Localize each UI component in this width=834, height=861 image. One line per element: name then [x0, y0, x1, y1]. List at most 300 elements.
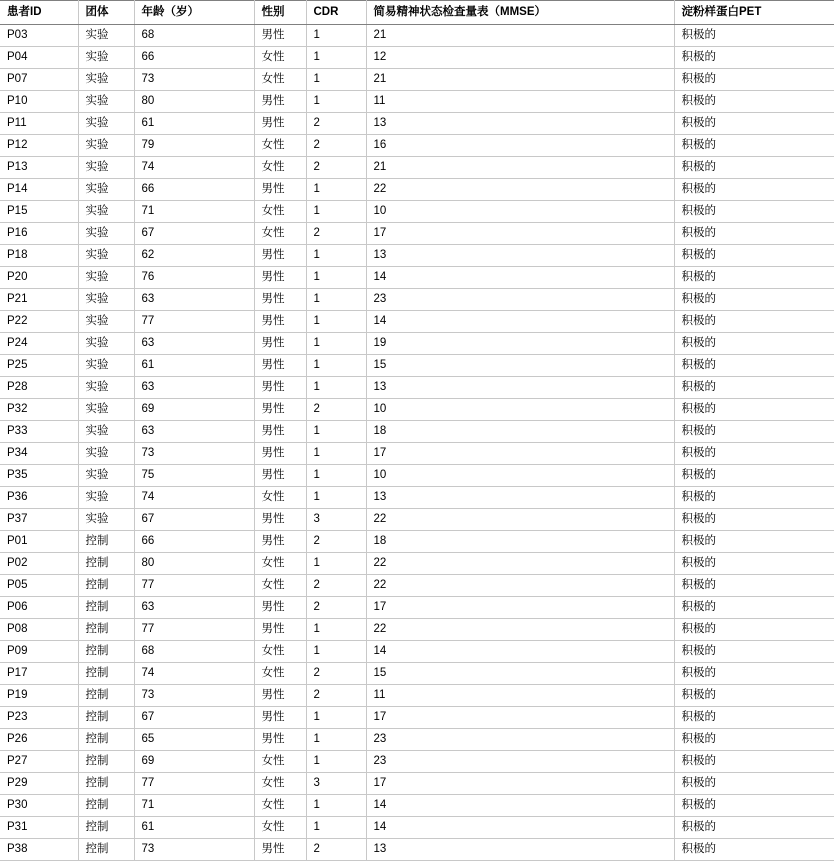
table-cell: 2 [306, 685, 366, 707]
table-cell: 11 [366, 91, 674, 113]
table-cell: 13 [366, 113, 674, 135]
table-cell: 男性 [254, 25, 306, 47]
table-row [0, 311, 834, 333]
table-row [0, 685, 834, 707]
table-cell: 71 [134, 201, 254, 223]
table-cell: 1 [306, 47, 366, 69]
table-cell: 积极的 [674, 25, 834, 47]
table-cell: 积极的 [674, 751, 834, 773]
table-cell: 23 [366, 751, 674, 773]
table-cell: 15 [366, 663, 674, 685]
table-cell: P28 [0, 377, 78, 399]
table-cell: 控制 [78, 663, 134, 685]
table-cell: P23 [0, 707, 78, 729]
table-cell: 14 [366, 641, 674, 663]
table-cell: P32 [0, 399, 78, 421]
table-cell: P37 [0, 509, 78, 531]
table-cell: 11 [366, 685, 674, 707]
table-cell: 积极的 [674, 223, 834, 245]
table-cell: 73 [134, 685, 254, 707]
table-cell: 65 [134, 729, 254, 751]
table-cell: 实验 [78, 289, 134, 311]
table-cell: 积极的 [674, 333, 834, 355]
table-cell: 积极的 [674, 179, 834, 201]
table-row [0, 377, 834, 399]
table-cell: 17 [366, 773, 674, 795]
table-cell: 实验 [78, 69, 134, 91]
table-cell: 1 [306, 355, 366, 377]
table-cell: P29 [0, 773, 78, 795]
table-cell: 积极的 [674, 707, 834, 729]
table-cell: 2 [306, 839, 366, 861]
table-cell: 23 [366, 289, 674, 311]
table-cell: 21 [366, 157, 674, 179]
table-cell: 女性 [254, 553, 306, 575]
table-cell: 80 [134, 553, 254, 575]
table-cell: 女性 [254, 47, 306, 69]
table-cell: 21 [366, 69, 674, 91]
table-cell: 13 [366, 839, 674, 861]
table-cell: 实验 [78, 377, 134, 399]
table-cell: 61 [134, 113, 254, 135]
table-cell: P18 [0, 245, 78, 267]
table-cell: 63 [134, 377, 254, 399]
table-cell: P02 [0, 553, 78, 575]
table-cell: 女性 [254, 135, 306, 157]
table-cell: 男性 [254, 245, 306, 267]
table-cell: 22 [366, 509, 674, 531]
table-cell: 68 [134, 641, 254, 663]
table-cell: 积极的 [674, 509, 834, 531]
table-cell: 61 [134, 817, 254, 839]
table-cell: P34 [0, 443, 78, 465]
table-cell: 实验 [78, 399, 134, 421]
table-cell: P05 [0, 575, 78, 597]
table-cell: 积极的 [674, 575, 834, 597]
table-cell: 积极的 [674, 377, 834, 399]
column-header-3: 性别 [254, 1, 306, 25]
table-cell: 实验 [78, 25, 134, 47]
table-row [0, 355, 834, 377]
table-cell: 15 [366, 355, 674, 377]
table-cell: P09 [0, 641, 78, 663]
table-cell: 男性 [254, 443, 306, 465]
table-cell: 76 [134, 267, 254, 289]
table-row [0, 25, 834, 47]
table-cell: 73 [134, 443, 254, 465]
table-cell: P16 [0, 223, 78, 245]
table-cell: P31 [0, 817, 78, 839]
table-cell: 积极的 [674, 553, 834, 575]
table-cell: P30 [0, 795, 78, 817]
table-cell: 63 [134, 421, 254, 443]
table-cell: 积极的 [674, 641, 834, 663]
table-cell: 男性 [254, 531, 306, 553]
table-cell: 男性 [254, 289, 306, 311]
table-cell: 积极的 [674, 795, 834, 817]
table-cell: 控制 [78, 531, 134, 553]
table-row [0, 201, 834, 223]
table-cell: 积极的 [674, 531, 834, 553]
table-cell: 1 [306, 333, 366, 355]
table-cell: P35 [0, 465, 78, 487]
table-cell: 积极的 [674, 245, 834, 267]
table-cell: 实验 [78, 135, 134, 157]
column-header-0: 患者ID [0, 1, 78, 25]
table-cell: 80 [134, 91, 254, 113]
table-cell: P11 [0, 113, 78, 135]
table-body [0, 25, 834, 861]
table-cell: 实验 [78, 245, 134, 267]
table-row [0, 69, 834, 91]
table-cell: 10 [366, 201, 674, 223]
table-cell: P19 [0, 685, 78, 707]
column-header-6: 淀粉样蛋白PET [674, 1, 834, 25]
table-cell: 积极的 [674, 47, 834, 69]
table-cell: P07 [0, 69, 78, 91]
table-cell: 3 [306, 509, 366, 531]
table-cell: 2 [306, 597, 366, 619]
table-cell: 女性 [254, 641, 306, 663]
table-row [0, 223, 834, 245]
table-cell: 控制 [78, 773, 134, 795]
table-cell: 积极的 [674, 773, 834, 795]
table-cell: 控制 [78, 553, 134, 575]
table-cell: 积极的 [674, 399, 834, 421]
table-cell: 1 [306, 267, 366, 289]
table-cell: 积极的 [674, 135, 834, 157]
table-cell: 女性 [254, 663, 306, 685]
table-cell: 女性 [254, 157, 306, 179]
table-cell: 22 [366, 179, 674, 201]
table-cell: P04 [0, 47, 78, 69]
table-cell: 积极的 [674, 465, 834, 487]
table-cell: 女性 [254, 69, 306, 91]
table-cell: 21 [366, 25, 674, 47]
table-cell: 实验 [78, 47, 134, 69]
table-cell: 1 [306, 69, 366, 91]
table-cell: 74 [134, 157, 254, 179]
table-cell: 14 [366, 267, 674, 289]
table-cell: 女性 [254, 487, 306, 509]
table-cell: 控制 [78, 839, 134, 861]
table-row [0, 707, 834, 729]
table-cell: 22 [366, 619, 674, 641]
table-cell: 控制 [78, 729, 134, 751]
table-cell: P33 [0, 421, 78, 443]
table-cell: 2 [306, 223, 366, 245]
table-cell: 实验 [78, 223, 134, 245]
column-header-5: 简易精神状态检查量表（MMSE） [366, 1, 674, 25]
table-cell: 12 [366, 47, 674, 69]
table-row [0, 47, 834, 69]
table-cell: 67 [134, 223, 254, 245]
table-cell: 积极的 [674, 113, 834, 135]
table-cell: 女性 [254, 751, 306, 773]
table-row [0, 135, 834, 157]
table-cell: 67 [134, 509, 254, 531]
table-row [0, 619, 834, 641]
table-cell: 实验 [78, 201, 134, 223]
table-cell: 1 [306, 795, 366, 817]
table-cell: 1 [306, 245, 366, 267]
table-cell: 积极的 [674, 443, 834, 465]
table-cell: P14 [0, 179, 78, 201]
table-cell: 积极的 [674, 421, 834, 443]
table-cell: 2 [306, 575, 366, 597]
table-cell: 1 [306, 553, 366, 575]
table-cell: 61 [134, 355, 254, 377]
table-cell: 1 [306, 619, 366, 641]
table-cell: P20 [0, 267, 78, 289]
table-cell: 积极的 [674, 597, 834, 619]
table-cell: 1 [306, 465, 366, 487]
table-cell: 62 [134, 245, 254, 267]
table-row [0, 91, 834, 113]
table-cell: 男性 [254, 179, 306, 201]
table-cell: 2 [306, 531, 366, 553]
table-cell: 10 [366, 465, 674, 487]
table-row [0, 443, 834, 465]
table-cell: 男性 [254, 333, 306, 355]
table-cell: 男性 [254, 377, 306, 399]
table-cell: 17 [366, 597, 674, 619]
table-cell: 23 [366, 729, 674, 751]
table-cell: 积极的 [674, 69, 834, 91]
table-row [0, 289, 834, 311]
table-cell: 男性 [254, 311, 306, 333]
table-header-row [0, 1, 834, 25]
table-cell: 实验 [78, 421, 134, 443]
table-cell: 2 [306, 663, 366, 685]
table-cell: 积极的 [674, 267, 834, 289]
table-cell: 17 [366, 443, 674, 465]
table-cell: 73 [134, 69, 254, 91]
table-row [0, 157, 834, 179]
table-cell: 男性 [254, 509, 306, 531]
table-cell: 13 [366, 245, 674, 267]
table-row [0, 399, 834, 421]
table-cell: P24 [0, 333, 78, 355]
table-cell: 女性 [254, 223, 306, 245]
table-cell: 14 [366, 311, 674, 333]
table-cell: 13 [366, 377, 674, 399]
table-cell: 男性 [254, 685, 306, 707]
table-cell: P13 [0, 157, 78, 179]
table-row [0, 575, 834, 597]
table-cell: P36 [0, 487, 78, 509]
table-cell: 控制 [78, 641, 134, 663]
table-cell: 67 [134, 707, 254, 729]
table-cell: 女性 [254, 795, 306, 817]
table-cell: 73 [134, 839, 254, 861]
table-cell: 79 [134, 135, 254, 157]
table-cell: 19 [366, 333, 674, 355]
table-cell: 男性 [254, 597, 306, 619]
table-cell: 66 [134, 179, 254, 201]
table-cell: 实验 [78, 487, 134, 509]
table-cell: 实验 [78, 113, 134, 135]
table-row [0, 597, 834, 619]
column-header-1: 团体 [78, 1, 134, 25]
table-cell: 71 [134, 795, 254, 817]
table-cell: 控制 [78, 707, 134, 729]
table-cell: 22 [366, 575, 674, 597]
table-row [0, 267, 834, 289]
table-row [0, 663, 834, 685]
table-cell: 控制 [78, 619, 134, 641]
table-cell: 1 [306, 487, 366, 509]
table-cell: 男性 [254, 399, 306, 421]
table-cell: 男性 [254, 707, 306, 729]
table-cell: P26 [0, 729, 78, 751]
table-row [0, 113, 834, 135]
table-cell: 积极的 [674, 817, 834, 839]
table-row [0, 333, 834, 355]
table-header [0, 1, 834, 25]
table-row [0, 839, 834, 861]
table-cell: 实验 [78, 311, 134, 333]
table-cell: 女性 [254, 201, 306, 223]
table-cell: 积极的 [674, 487, 834, 509]
table-cell: 控制 [78, 597, 134, 619]
table-row [0, 465, 834, 487]
table-cell: P17 [0, 663, 78, 685]
table-cell: 2 [306, 135, 366, 157]
table-cell: 1 [306, 443, 366, 465]
table-cell: 积极的 [674, 289, 834, 311]
table-cell: 积极的 [674, 91, 834, 113]
table-row [0, 795, 834, 817]
table-row [0, 641, 834, 663]
table-cell: 10 [366, 399, 674, 421]
table-cell: 积极的 [674, 157, 834, 179]
table-cell: 积极的 [674, 619, 834, 641]
table-cell: 74 [134, 663, 254, 685]
table-cell: 3 [306, 773, 366, 795]
table-cell: 男性 [254, 729, 306, 751]
table-cell: 1 [306, 729, 366, 751]
table-cell: P08 [0, 619, 78, 641]
table-cell: 女性 [254, 575, 306, 597]
table-cell: 68 [134, 25, 254, 47]
table-row [0, 421, 834, 443]
table-row [0, 487, 834, 509]
table-cell: 17 [366, 707, 674, 729]
table-cell: 男性 [254, 91, 306, 113]
table-cell: 实验 [78, 267, 134, 289]
table-cell: 1 [306, 421, 366, 443]
table-cell: P12 [0, 135, 78, 157]
table-cell: P15 [0, 201, 78, 223]
table-cell: 男性 [254, 113, 306, 135]
table-cell: 16 [366, 135, 674, 157]
table-cell: 77 [134, 619, 254, 641]
table-cell: 女性 [254, 817, 306, 839]
table-cell: 1 [306, 91, 366, 113]
table-row [0, 773, 834, 795]
table-cell: 69 [134, 399, 254, 421]
table-cell: 14 [366, 817, 674, 839]
table-cell: P10 [0, 91, 78, 113]
table-row [0, 509, 834, 531]
table-cell: 1 [306, 311, 366, 333]
table-cell: P27 [0, 751, 78, 773]
table-cell: P06 [0, 597, 78, 619]
table-cell: 控制 [78, 751, 134, 773]
table-cell: 积极的 [674, 729, 834, 751]
table-cell: 积极的 [674, 355, 834, 377]
table-row [0, 245, 834, 267]
table-cell: 1 [306, 289, 366, 311]
table-cell: 实验 [78, 91, 134, 113]
table-cell: 63 [134, 289, 254, 311]
table-cell: 男性 [254, 421, 306, 443]
table-row [0, 729, 834, 751]
table-cell: 男性 [254, 839, 306, 861]
table-row [0, 179, 834, 201]
table-cell: 实验 [78, 157, 134, 179]
table-cell: 男性 [254, 465, 306, 487]
table-cell: 63 [134, 333, 254, 355]
table-cell: P03 [0, 25, 78, 47]
table-cell: 18 [366, 421, 674, 443]
table-cell: 2 [306, 399, 366, 421]
column-header-2: 年龄（岁） [134, 1, 254, 25]
table-cell: 女性 [254, 773, 306, 795]
table-cell: P25 [0, 355, 78, 377]
table-cell: 男性 [254, 355, 306, 377]
table-cell: 1 [306, 641, 366, 663]
table-cell: 实验 [78, 179, 134, 201]
table-cell: 实验 [78, 509, 134, 531]
table-cell: 控制 [78, 685, 134, 707]
table-row [0, 751, 834, 773]
table-cell: 积极的 [674, 685, 834, 707]
table-cell: 1 [306, 201, 366, 223]
table-cell: 66 [134, 47, 254, 69]
table-cell: 积极的 [674, 311, 834, 333]
table-cell: 66 [134, 531, 254, 553]
table-cell: P22 [0, 311, 78, 333]
table-cell: 13 [366, 487, 674, 509]
table-cell: 2 [306, 113, 366, 135]
table-cell: 63 [134, 597, 254, 619]
table-cell: 控制 [78, 795, 134, 817]
table-cell: 18 [366, 531, 674, 553]
table-row [0, 531, 834, 553]
table-cell: 积极的 [674, 201, 834, 223]
table-cell: 77 [134, 575, 254, 597]
table-cell: 1 [306, 707, 366, 729]
table-cell: P38 [0, 839, 78, 861]
table-cell: 2 [306, 157, 366, 179]
table-cell: 控制 [78, 575, 134, 597]
table-cell: 男性 [254, 267, 306, 289]
table-cell: 1 [306, 25, 366, 47]
table-cell: 75 [134, 465, 254, 487]
table-cell: 实验 [78, 355, 134, 377]
table-cell: 1 [306, 817, 366, 839]
table-row [0, 553, 834, 575]
table-cell: 1 [306, 377, 366, 399]
table-cell: 22 [366, 553, 674, 575]
table-cell: P01 [0, 531, 78, 553]
table-cell: 积极的 [674, 839, 834, 861]
table-cell: 1 [306, 751, 366, 773]
table-cell: 69 [134, 751, 254, 773]
table-cell: 14 [366, 795, 674, 817]
